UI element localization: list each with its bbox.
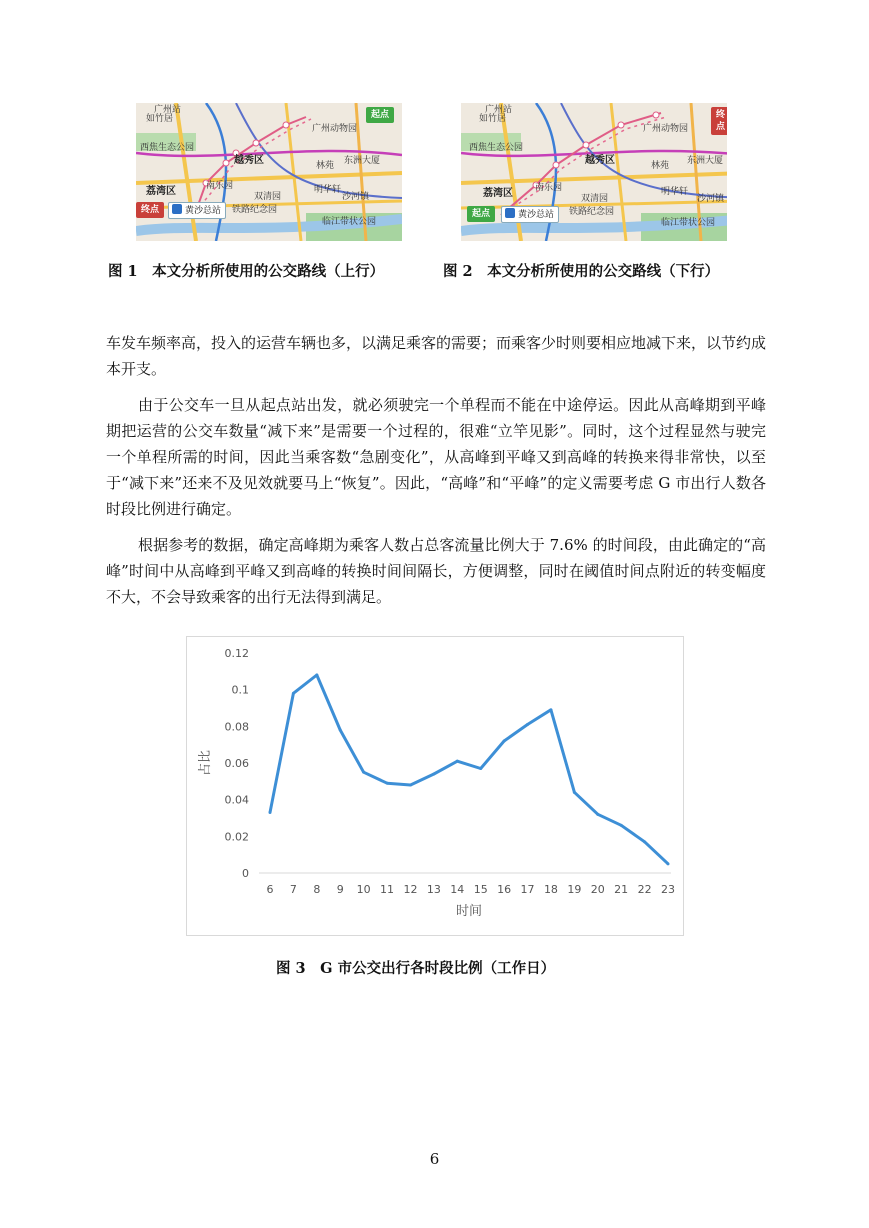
map-label: 荔湾区 xyxy=(146,186,176,197)
data-point xyxy=(526,723,529,726)
map-label: 东洲大厦 xyxy=(344,156,381,166)
x-tick-label: 20 xyxy=(590,883,605,896)
end-badge: 终点 xyxy=(711,107,727,135)
bus-icon xyxy=(505,208,515,218)
map-label: 如竹居 xyxy=(146,114,174,124)
x-tick-label: 21 xyxy=(614,883,629,896)
map-label: 双清园 xyxy=(581,194,609,204)
body-paragraph: 根据参考的数据，确定高峰期为乘客人数占总客流量比例大于 7.6% 的时间段，由此确定的“高峰”时间中从高峰到平峰又到高峰的转换时间间隔长，方便调整，同时在阈值时间点附近的转变幅度不大，不会导致乘客的出行无法得到满足。 xyxy=(106,536,766,606)
map-label: 明华轩 xyxy=(661,187,689,197)
x-tick-label: 12 xyxy=(403,883,418,896)
map-label: 临江带状公园 xyxy=(322,217,377,227)
body-paragraph: 车发车频率高，投入的运营车辆也多，以满足乘客的需要；而乘客少时则要相应地减下来，以节约成本开支。 xyxy=(106,334,767,378)
data-point xyxy=(386,782,389,785)
map-label: 南乐园 xyxy=(206,181,234,191)
start-badge: 起点 xyxy=(366,107,394,123)
x-tick-label: 22 xyxy=(637,883,652,896)
route-map-upward xyxy=(136,103,402,241)
data-point xyxy=(269,811,272,814)
y-tick-label: 0.1 xyxy=(231,683,249,697)
map-label: 广州站 xyxy=(485,105,513,115)
chart-canvas xyxy=(187,637,683,935)
data-point xyxy=(456,760,459,763)
map-label: 双清园 xyxy=(254,192,282,202)
figure-2-caption: 图 2 本文分析所使用的公交路线（下行） xyxy=(443,263,720,280)
end-badge: 终点 xyxy=(136,202,164,218)
x-tick-label: 14 xyxy=(450,883,465,896)
map-label: 临江带状公园 xyxy=(661,218,716,228)
x-tick-label: 7 xyxy=(289,883,297,896)
y-axis-ticks xyxy=(225,647,250,880)
map-label: 越秀区 xyxy=(234,155,264,166)
x-tick-label: 11 xyxy=(380,883,395,896)
data-point xyxy=(339,729,342,732)
data-point xyxy=(596,813,599,816)
bus-station-label xyxy=(168,202,226,219)
data-point xyxy=(432,773,435,776)
y-tick-label: 0 xyxy=(242,867,249,880)
map-label: 沙河镇 xyxy=(342,192,370,202)
y-tick-label: 0.08 xyxy=(224,720,249,734)
page-number: 6 xyxy=(429,1150,440,1168)
map-label: 西焦生态公园 xyxy=(140,143,195,153)
y-tick-label: 0.06 xyxy=(224,757,249,770)
map-label: 荔湾区 xyxy=(483,188,513,199)
data-point xyxy=(620,824,623,827)
map-label: 铁路纪念园 xyxy=(232,205,278,215)
x-tick-label: 18 xyxy=(543,883,558,896)
bus-icon xyxy=(172,204,182,214)
line-chart xyxy=(186,636,684,936)
x-tick-label: 17 xyxy=(520,883,535,896)
data-point xyxy=(667,862,670,865)
map-label: 西焦生态公园 xyxy=(469,143,524,153)
y-tick-label: 0.12 xyxy=(224,647,249,660)
data-point xyxy=(362,771,365,774)
x-tick-label: 15 xyxy=(473,883,488,896)
series-line xyxy=(270,675,668,864)
x-tick-label: 6 xyxy=(266,883,274,896)
start-badge: 起点 xyxy=(467,206,495,222)
route-map-downward xyxy=(461,103,727,241)
x-tick-label: 19 xyxy=(567,883,582,896)
data-point xyxy=(479,767,482,770)
map-label: 越秀区 xyxy=(585,155,615,166)
x-tick-label: 9 xyxy=(336,883,344,896)
y-tick-label: 0.04 xyxy=(224,793,249,807)
data-point xyxy=(573,791,576,794)
x-tick-label: 13 xyxy=(426,883,441,896)
map-label: 明华轩 xyxy=(314,185,342,195)
station-name: 黄沙总站 xyxy=(518,210,555,220)
x-axis-ticks xyxy=(267,883,676,896)
map-label: 南乐园 xyxy=(535,183,563,193)
map-label: 广州动物园 xyxy=(312,124,358,134)
x-tick-label: 16 xyxy=(497,883,512,896)
bus-station-label xyxy=(501,206,559,223)
map-label: 沙河镇 xyxy=(697,194,725,204)
data-point xyxy=(409,784,412,787)
data-point xyxy=(643,840,646,843)
map-label: 东洲大厦 xyxy=(687,156,724,166)
data-point xyxy=(315,674,318,677)
map-label: 林苑 xyxy=(316,161,335,171)
figure-3-caption: 图 3 G 市公交出行各时段比例（工作日） xyxy=(276,960,556,977)
map-label: 林苑 xyxy=(651,161,670,171)
x-tick-label: 8 xyxy=(313,883,321,896)
data-point xyxy=(292,692,295,695)
x-axis-label: 时间 xyxy=(455,904,483,919)
y-tick-label: 0.02 xyxy=(224,830,249,844)
body-paragraph: 由于公交车一旦从起点站出发，就必须驶完一个单程而不能在中途停运。因此从高峰期到平峰期把运营的公交车数量“减下来”是需要一个过程的，很难“立竿见影”。同时，这个过程显然与驶完一个单程所需的时间，因此当乘客数“急剧变化”，从高峰到平峰又到高峰的转换来得非常快，以至于“减下来”还来不及见效就要马上“恢复”。因此，“高峰”和“平峰”的定义需要考虑 G 市出行人数各时段比例进行确定。 xyxy=(106,396,766,518)
map-label: 广州站 xyxy=(154,105,182,115)
y-axis-label: 占比 xyxy=(198,749,213,777)
map-label: 如竹居 xyxy=(479,114,507,124)
map-label: 广州动物园 xyxy=(643,124,689,134)
x-tick-label: 10 xyxy=(356,883,371,896)
data-point xyxy=(549,708,552,711)
map-label: 铁路纪念园 xyxy=(569,207,615,217)
station-name: 黄沙总站 xyxy=(185,206,222,216)
x-tick-label: 23 xyxy=(661,883,675,896)
figure-1-caption: 图 1 本文分析所使用的公交路线（上行） xyxy=(108,263,385,280)
data-point xyxy=(503,740,506,743)
